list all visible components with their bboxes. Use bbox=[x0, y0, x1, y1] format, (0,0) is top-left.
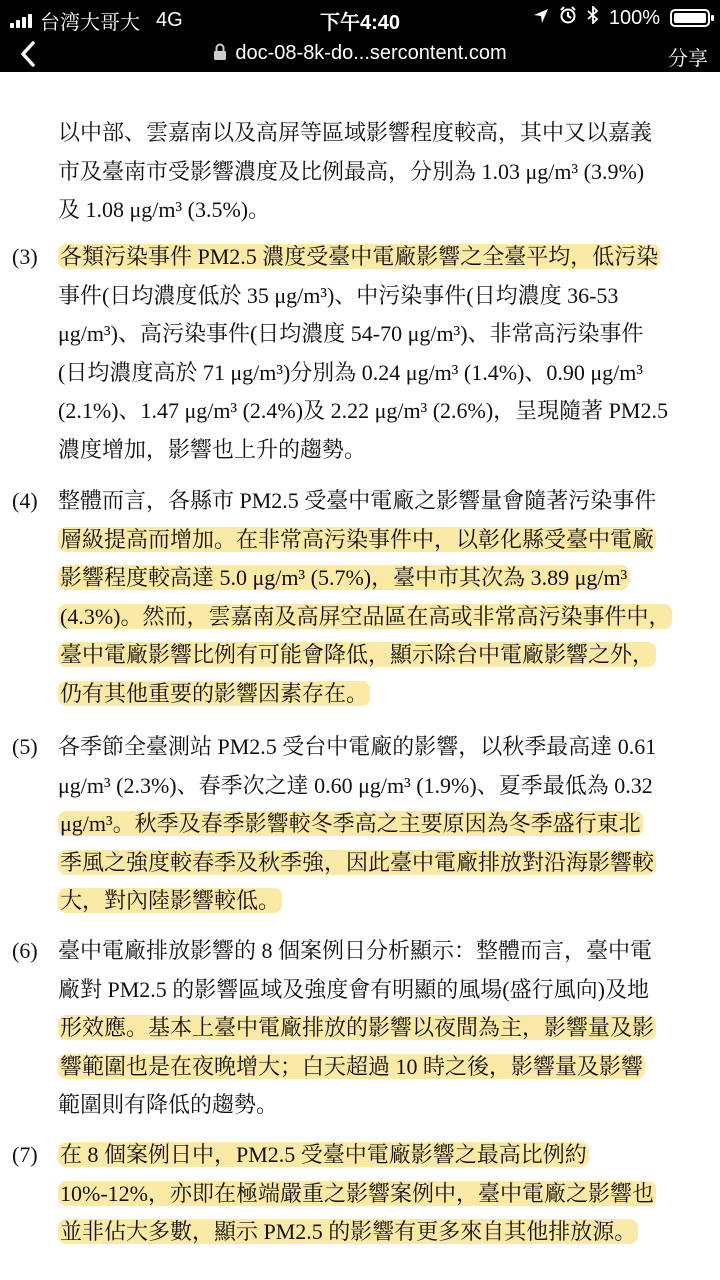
text-line bbox=[58, 521, 688, 560]
highlighted-text: 層級提高而增加。在非常高污染事件中，以彰化縣受臺中電廠 bbox=[60, 526, 655, 552]
bluetooth-icon bbox=[587, 6, 599, 30]
text-line bbox=[58, 1175, 688, 1214]
document-page bbox=[0, 72, 720, 1280]
text-line: (日均濃度高於 71 μg/m³)分別為 0.24 μg/m³ (1.4%)、0.90 μg/m³ bbox=[58, 359, 643, 385]
text-line: (2.1%)、1.47 μg/m³ (2.4%)及 2.22 μg/m³ (2.6%)，呈現隨著 PM2.5 bbox=[58, 398, 668, 423]
highlighted-text: 並非佔大多數，顯示 PM2.5 的影響有更多來自其他排放源。 bbox=[60, 1219, 637, 1244]
status-bar bbox=[0, 0, 720, 36]
text-line: 以中部、雲嘉南以及高屏等區域影響程度較高，其中又以嘉義 bbox=[58, 120, 653, 145]
text-line: 濃度增加，影響也上升的趨勢。 bbox=[58, 436, 367, 462]
text-line bbox=[58, 598, 688, 637]
text-line: 臺中電廠排放影響的 8 個案例日分析顯示：整體而言，臺中電 bbox=[58, 938, 653, 963]
clock: 下午4:40 bbox=[319, 12, 401, 34]
text-line bbox=[58, 1048, 688, 1087]
highlighted-text: 季風之強度較春季及秋季強，因此臺中電廠排放對沿海影響較 bbox=[60, 849, 655, 875]
item-3-paragraph bbox=[58, 238, 688, 469]
text-line bbox=[58, 238, 688, 277]
text-line bbox=[58, 559, 688, 598]
item-number: (3) bbox=[12, 244, 38, 269]
highlighted-text: 大，對內陸影響較低。 bbox=[60, 888, 281, 913]
text-line bbox=[58, 636, 688, 675]
text-line bbox=[58, 1213, 688, 1252]
item-number: (4) bbox=[12, 488, 38, 513]
network-label: 4G bbox=[156, 9, 183, 31]
item-7-paragraph bbox=[58, 1136, 688, 1252]
highlighted-text: 形效應。基本上臺中電廠排放的影響以夜間為主，影響量及影 bbox=[60, 1015, 655, 1040]
text-line bbox=[58, 1136, 688, 1175]
text-line: μg/m³)、高污染事件(日均濃度 54-70 μg/m³)、非常高污染事件 bbox=[58, 321, 644, 346]
battery-icon bbox=[670, 9, 710, 27]
url-text: doc-08-8k-do...sercontent.com bbox=[235, 42, 507, 64]
text-line bbox=[58, 805, 688, 844]
highlighted-text: μg/m³。秋季及春季影響較冬季高之主要原因為冬季盛行東北 bbox=[60, 811, 641, 836]
item-6-paragraph bbox=[58, 932, 688, 1125]
text-line: 事件(日均濃度低於 35 μg/m³)、中污染事件(日均濃度 36-53 bbox=[58, 282, 619, 308]
item-number: (6) bbox=[12, 938, 38, 963]
text-line bbox=[58, 675, 688, 714]
text-line bbox=[58, 1009, 688, 1048]
location-icon bbox=[533, 7, 549, 30]
highlighted-text: 響範圍也是在夜晚增大；白天超過 10 時之後，影響量及影響 bbox=[60, 1053, 644, 1079]
text-line: 範圍則有降低的趨勢。 bbox=[58, 1092, 279, 1117]
url-display[interactable] bbox=[0, 42, 720, 67]
highlighted-text: (4.3%)。然而，雲嘉南及高屏空品區在高或非常高污染事件中， bbox=[60, 603, 671, 629]
highlighted-text: 影響程度較高達 5.0 μg/m³ (5.7%)，臺中市其次為 3.89 μg/m³ bbox=[60, 565, 628, 590]
highlighted-text: 仍有其他重要的影響因素存在。 bbox=[60, 680, 369, 706]
highlighted-text: 各類污染事件 PM2.5 濃度受臺中電廠影響之全臺平均，低污染 bbox=[60, 244, 659, 269]
text-line: 各季節全臺測站 PM2.5 受台中電廠的影響，以秋季最高達 0.61 bbox=[58, 734, 657, 759]
text-line: 市及臺南市受影響濃度及比例最高，分別為 1.03 μg/m³ (3.9%) bbox=[58, 158, 645, 184]
share-button[interactable]: 分享 bbox=[668, 48, 708, 70]
text-line: μg/m³ (2.3%)、春季次之達 0.60 μg/m³ (1.9%)、夏季最低為 0.32 bbox=[58, 772, 653, 798]
alarm-icon bbox=[559, 6, 577, 30]
item-5-paragraph bbox=[58, 728, 688, 921]
intro-paragraph bbox=[58, 114, 688, 230]
text-line: 及 1.08 μg/m³ (3.5%)。 bbox=[58, 197, 271, 222]
status-right bbox=[533, 6, 710, 30]
lock-icon bbox=[213, 43, 227, 67]
text-line bbox=[58, 844, 688, 883]
item-4-paragraph bbox=[58, 482, 688, 713]
item-number: (7) bbox=[12, 1142, 38, 1167]
text-line bbox=[58, 882, 688, 921]
carrier-label: 台湾大哥大 bbox=[40, 12, 140, 34]
browser-nav-bar bbox=[0, 36, 720, 72]
text-line: 整體而言，各縣市 PM2.5 受臺中電廠之影響量會隨著污染事件 bbox=[58, 488, 657, 513]
battery-percent: 100% bbox=[608, 6, 660, 29]
highlighted-text: 10%-12%，亦即在極端嚴重之影響案例中，臺中電廠之影響也 bbox=[60, 1180, 654, 1206]
item-number: (5) bbox=[12, 734, 38, 759]
text-line: 廠對 PM2.5 的影響區域及強度會有明顯的風場(盛行風向)及地 bbox=[58, 976, 649, 1002]
highlighted-text: 在 8 個案例日中，PM2.5 受臺中電廠影響之最高比例約 bbox=[60, 1142, 587, 1167]
highlighted-text: 臺中電廠影響比例有可能會降低，顯示除台中電廠影響之外， bbox=[60, 642, 655, 667]
